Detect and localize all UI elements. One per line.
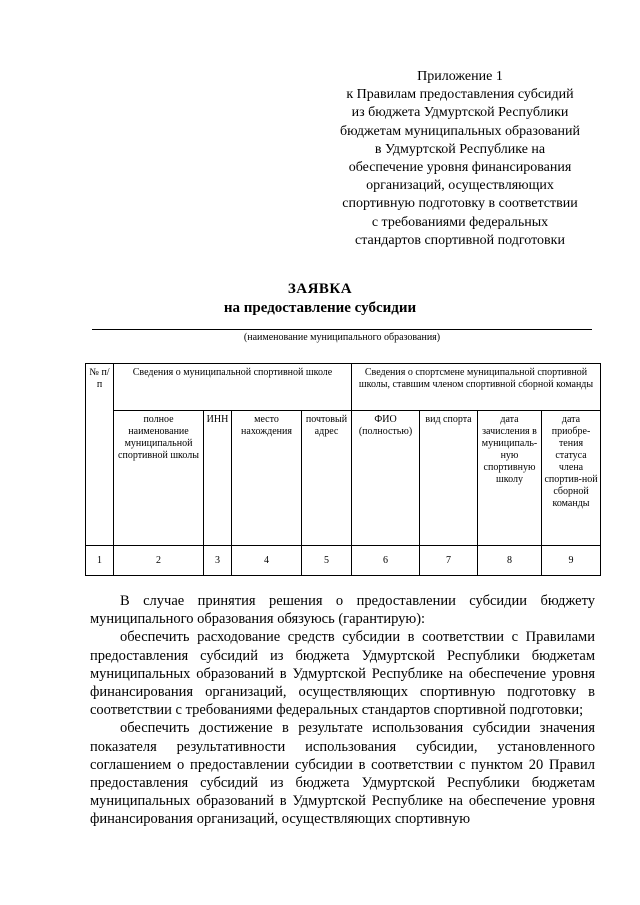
header-school-group: Сведения о муниципальной спортивной школе bbox=[114, 364, 352, 411]
table-header-row bbox=[86, 364, 601, 411]
appendix-line: организаций, осуществляющих bbox=[366, 178, 554, 194]
header-athlete-fio: ФИО (полностью) bbox=[352, 411, 420, 546]
table-number-row bbox=[86, 546, 601, 576]
appendix-line: из бюджета Удмуртской Республики bbox=[351, 105, 569, 121]
column-number: 9 bbox=[542, 546, 601, 576]
header-num: № п/п bbox=[86, 364, 114, 546]
document-subtitle: на предоставление субсидии bbox=[223, 300, 417, 316]
document-title: ЗАЯВКА bbox=[287, 281, 353, 297]
column-number: 5 bbox=[302, 546, 352, 576]
appendix-line: Приложение 1 bbox=[417, 69, 503, 84]
appendix-line: обеспечение уровня финансирования bbox=[348, 160, 572, 176]
municipality-caption: (наименование муниципального образования) bbox=[243, 332, 441, 343]
column-number: 8 bbox=[478, 546, 542, 576]
column-number: 4 bbox=[232, 546, 302, 576]
body-text bbox=[90, 592, 595, 829]
paragraph-performance: обеспечить достижение в результате использования субсидии значения показателя результативности использования субсидии, установленного соглашением о предоставлении субсидии в соответствии с пунктом 20 Правил предоставления субсидий из бюджета Удмуртской Республики бюджетам муниципальных образований в Удмуртской Республике на обеспечение уровня финансирования организаций, осуществляющих спортивную bbox=[90, 720, 595, 828]
header-location: место нахождения bbox=[232, 411, 302, 546]
header-athlete-group: Сведения о спортсмене муниципальной спортивной школы, ставшим членом спортивной сборной команды bbox=[352, 364, 601, 411]
appendix-line: с требованиями федеральных bbox=[371, 214, 549, 230]
header-inn: ИНН bbox=[204, 411, 232, 546]
appendix-line: к Правилам предоставления субсидий bbox=[346, 87, 574, 103]
header-postal-address: почтовый адрес bbox=[302, 411, 352, 546]
appendix-line: стандартов спортивной подготовки bbox=[355, 232, 565, 248]
paragraph-obligation-intro: В случае принятия решения о предоставлении субсидии бюджету муниципального образования обязуюсь (гарантирую): bbox=[90, 593, 595, 628]
table-subheader-row bbox=[86, 411, 601, 546]
column-number: 1 bbox=[86, 546, 114, 576]
column-number: 3 bbox=[204, 546, 232, 576]
appendix-header bbox=[325, 68, 595, 250]
appendix-line: бюджетам муниципальных образований bbox=[340, 123, 580, 139]
header-school-fullname: полное наименование муниципальной спортивной школы bbox=[114, 411, 204, 546]
header-sport: вид спорта bbox=[420, 411, 478, 546]
column-number: 7 bbox=[420, 546, 478, 576]
municipality-name-line bbox=[92, 329, 592, 330]
header-enrollment-date: дата зачисления в муниципаль-ную спортивную школу bbox=[478, 411, 542, 546]
application-table bbox=[85, 363, 601, 576]
paragraph-spending: обеспечить расходование средств субсидии в соответствии с Правилами предоставления субсидий из бюджета Удмуртской Республики бюджетам муниципальных образований в Удмуртской Республике на обеспечение уровня финансирования организаций, осуществляющих спортивную подготовку в соответствии с требованиями федеральных стандартов спортивной подготовки; bbox=[90, 629, 595, 719]
appendix-line: спортивную подготовку в соответствии bbox=[342, 196, 578, 212]
column-number: 2 bbox=[114, 546, 204, 576]
column-number: 6 bbox=[352, 546, 420, 576]
header-team-status-date: дата приобре-тения статуса члена спортив-ной сборной команды bbox=[542, 411, 601, 546]
appendix-line: в Удмуртской Республике на bbox=[374, 141, 546, 157]
